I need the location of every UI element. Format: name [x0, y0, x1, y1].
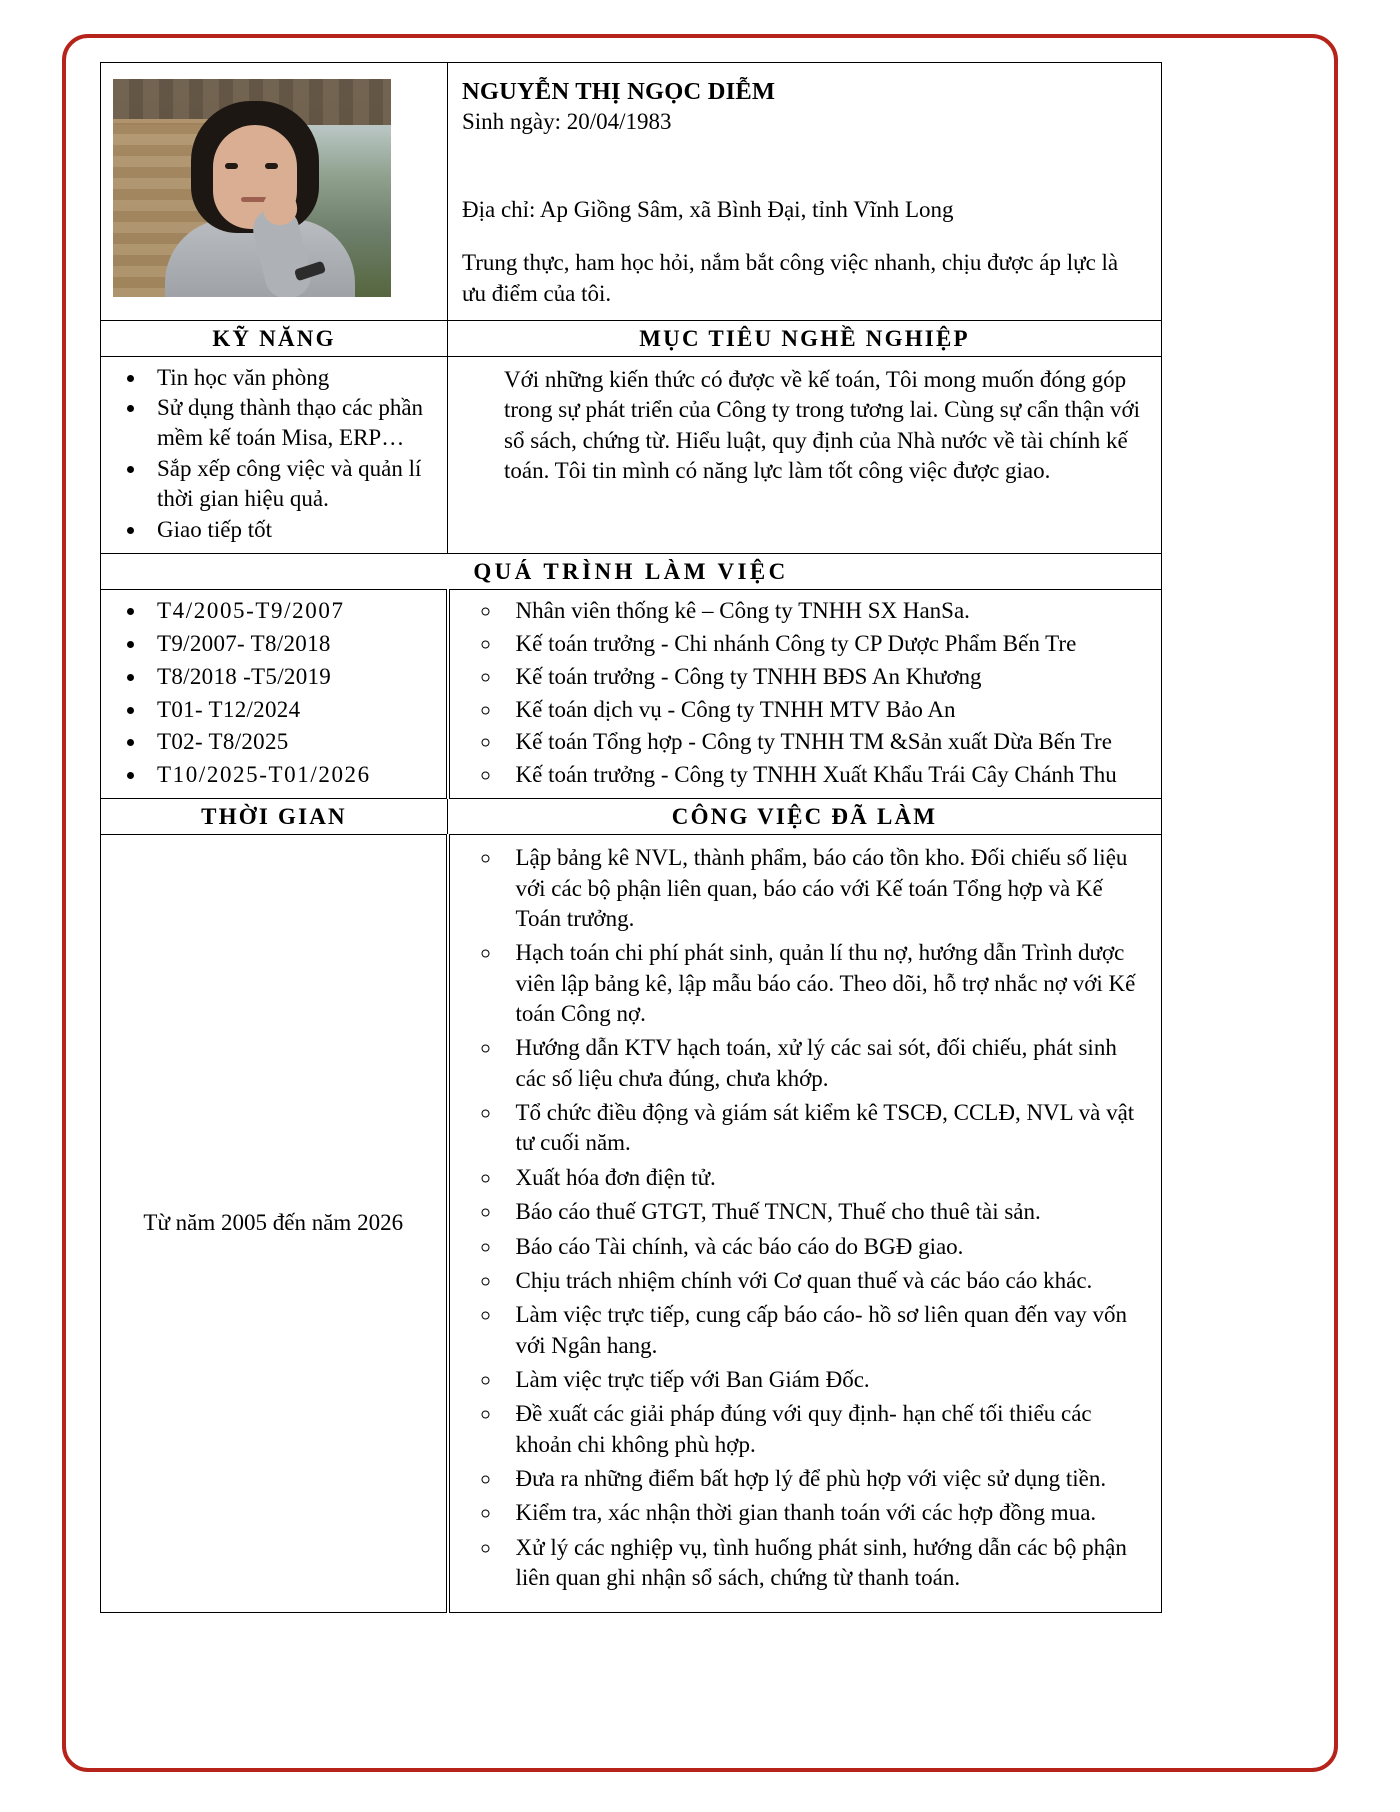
- list-item: ◦ Báo cáo Tài chính, và các báo cáo do BGĐ giao.: [502, 1232, 1152, 1262]
- work-column-header: CÔNG VIỆC ĐÃ LÀM: [448, 799, 1162, 835]
- list-item: ◦ Đưa ra những điểm bất hợp lý để phù hợp với việc sử dụng tiền.: [502, 1464, 1152, 1494]
- skills-objective-body-row: [101, 356, 1162, 553]
- candidate-portrait-photo: [113, 79, 391, 297]
- list-item: • T02- T8/2025: [147, 727, 446, 757]
- list-item: • T01- T12/2024: [147, 695, 446, 725]
- experience-positions-list: [450, 596, 1162, 790]
- experience-positions-cell: [448, 589, 1162, 798]
- list-item: • T9/2007- T8/2018: [147, 629, 446, 659]
- duties-header-row: [101, 799, 1162, 835]
- list-item: ◦ Nhân viên thống kê – Công ty TNHH SX HanSa.: [502, 596, 1162, 626]
- birth-date: Sinh ngày: 20/04/1983: [462, 109, 672, 135]
- list-item: • Sử dụng thành thạo các phần mềm kế toán Misa, ERP…: [147, 393, 447, 453]
- header-row: [101, 63, 1162, 321]
- candidate-name: NGUYỄN THỊ NGỌC DIỄM: [462, 78, 776, 105]
- list-item: • Giao tiếp tốt: [147, 515, 447, 545]
- experience-section-title: QUÁ TRÌNH LÀM VIỆC: [101, 553, 1162, 589]
- experience-body-row: [101, 589, 1162, 798]
- list-item: • T4/2005-T9/2007: [147, 596, 446, 626]
- list-item: ◦ Kế toán trưởng - Công ty TNHH BĐS An Khương: [502, 662, 1162, 692]
- photo-cell: [101, 63, 448, 321]
- personal-info-cell: [448, 63, 1162, 321]
- list-item: ◦ Kế toán Tổng hợp - Công ty TNHH TM &Sản xuất Dừa Bến Tre: [502, 727, 1162, 757]
- list-item: ◦ Lập bảng kê NVL, thành phẩm, báo cáo tồn kho. Đối chiếu số liệu với các bộ phận liên quan, báo cáo với Kế toán Tổng hợp và Kế Toán trưởng.: [502, 843, 1152, 934]
- list-item: ◦ Kế toán trưởng - Công ty TNHH Xuất Khẩu Trái Cây Chánh Thu: [502, 760, 1162, 790]
- time-column-header: THỜI GIAN: [101, 799, 448, 835]
- address-line: Địa chỉ: Ap Giồng Sâm, xã Bình Đại, tỉnh Vĩnh Long: [462, 197, 954, 223]
- photo-right-eye: [265, 163, 278, 169]
- list-item: ◦ Hạch toán chi phí phát sinh, quản lí thu nợ, hướng dẫn Trình dược viên lập bảng kê, lập mẫu báo cáo. Theo dõi, hỗ trợ nhắc nợ với Kế toán Công nợ.: [502, 938, 1152, 1029]
- list-item: • T10/2025-T01/2026: [147, 760, 446, 790]
- list-item: ◦ Xử lý các nghiệp vụ, tình huống phát sinh, hướng dẫn các bộ phận liên quan ghi nhận sổ sách, chứng từ thanh toán.: [502, 1533, 1152, 1594]
- duties-body-row: [101, 835, 1162, 1612]
- cv-table: [100, 62, 1162, 1613]
- objective-text: Với những kiến thức có được về kế toán, Tôi mong muốn đóng góp trong sự phát triển của Công ty trong tương lai. Cùng sự cẩn thận với sổ sách, chứng từ. Hiểu luật, quy định của Nhà nước về tài chính kế toán. Tôi tin mình có năng lực làm tốt công việc được giao.: [504, 366, 1140, 484]
- list-item: ◦ Tổ chức điều động và giám sát kiểm kê TSCĐ, CCLĐ, NVL và vật tư cuối năm.: [502, 1098, 1152, 1159]
- objective-cell: [448, 356, 1162, 553]
- duties-list-cell: [448, 835, 1162, 1612]
- skills-section-title: KỸ NĂNG: [101, 320, 448, 356]
- list-item: ◦ Kế toán trưởng - Chi nhánh Công ty CP Dược Phẩm Bến Tre: [502, 629, 1162, 659]
- experience-periods-cell: [101, 589, 448, 798]
- duties-list: [450, 843, 1152, 1593]
- list-item: ◦ Kiểm tra, xác nhận thời gian thanh toán với các hợp đồng mua.: [502, 1498, 1152, 1528]
- list-item: ◦ Báo cáo thuế GTGT, Thuế TNCN, Thuế cho thuê tài sản.: [502, 1197, 1152, 1227]
- list-item: ◦ Kế toán dịch vụ - Công ty TNHH MTV Bảo An: [502, 695, 1162, 725]
- duties-time-value: Từ năm 2005 đến năm 2026: [101, 835, 448, 1612]
- list-item: ◦ Xuất hóa đơn điện tử.: [502, 1163, 1152, 1193]
- list-item: • Tin học văn phòng: [147, 363, 447, 393]
- objective-section-title: MỤC TIÊU NGHỀ NGHIỆP: [448, 320, 1162, 356]
- skills-objective-header-row: [101, 320, 1162, 356]
- list-item: ◦ Làm việc trực tiếp với Ban Giám Đốc.: [502, 1365, 1152, 1395]
- list-item: ◦ Đề xuất các giải pháp đúng với quy định- hạn chế tối thiểu các khoản chi không phù hợp.: [502, 1399, 1152, 1460]
- experience-periods-list: [101, 596, 446, 790]
- skills-cell: [101, 356, 448, 553]
- list-item: ◦ Hướng dẫn KTV hạch toán, xử lý các sai sót, đối chiếu, phát sinh các số liệu chưa đúng, chưa khớp.: [502, 1033, 1152, 1094]
- experience-header-row: [101, 553, 1162, 589]
- photo-left-eye: [225, 163, 238, 169]
- cv-content: [100, 62, 1162, 1613]
- list-item: ◦ Làm việc trực tiếp, cung cấp báo cáo- hồ sơ liên quan đến vay vốn với Ngân hang.: [502, 1300, 1152, 1361]
- skills-list: [101, 363, 447, 545]
- list-item: • Sắp xếp công việc và quản lí thời gian hiệu quả.: [147, 454, 447, 514]
- personal-tagline: Trung thực, ham học hỏi, nắm bắt công việc nhanh, chịu được áp lực là ưu điểm của tôi.: [462, 250, 1119, 307]
- list-item: ◦ Chịu trách nhiệm chính với Cơ quan thuế và các báo cáo khác.: [502, 1266, 1152, 1296]
- list-item: • T8/2018 -T5/2019: [147, 662, 446, 692]
